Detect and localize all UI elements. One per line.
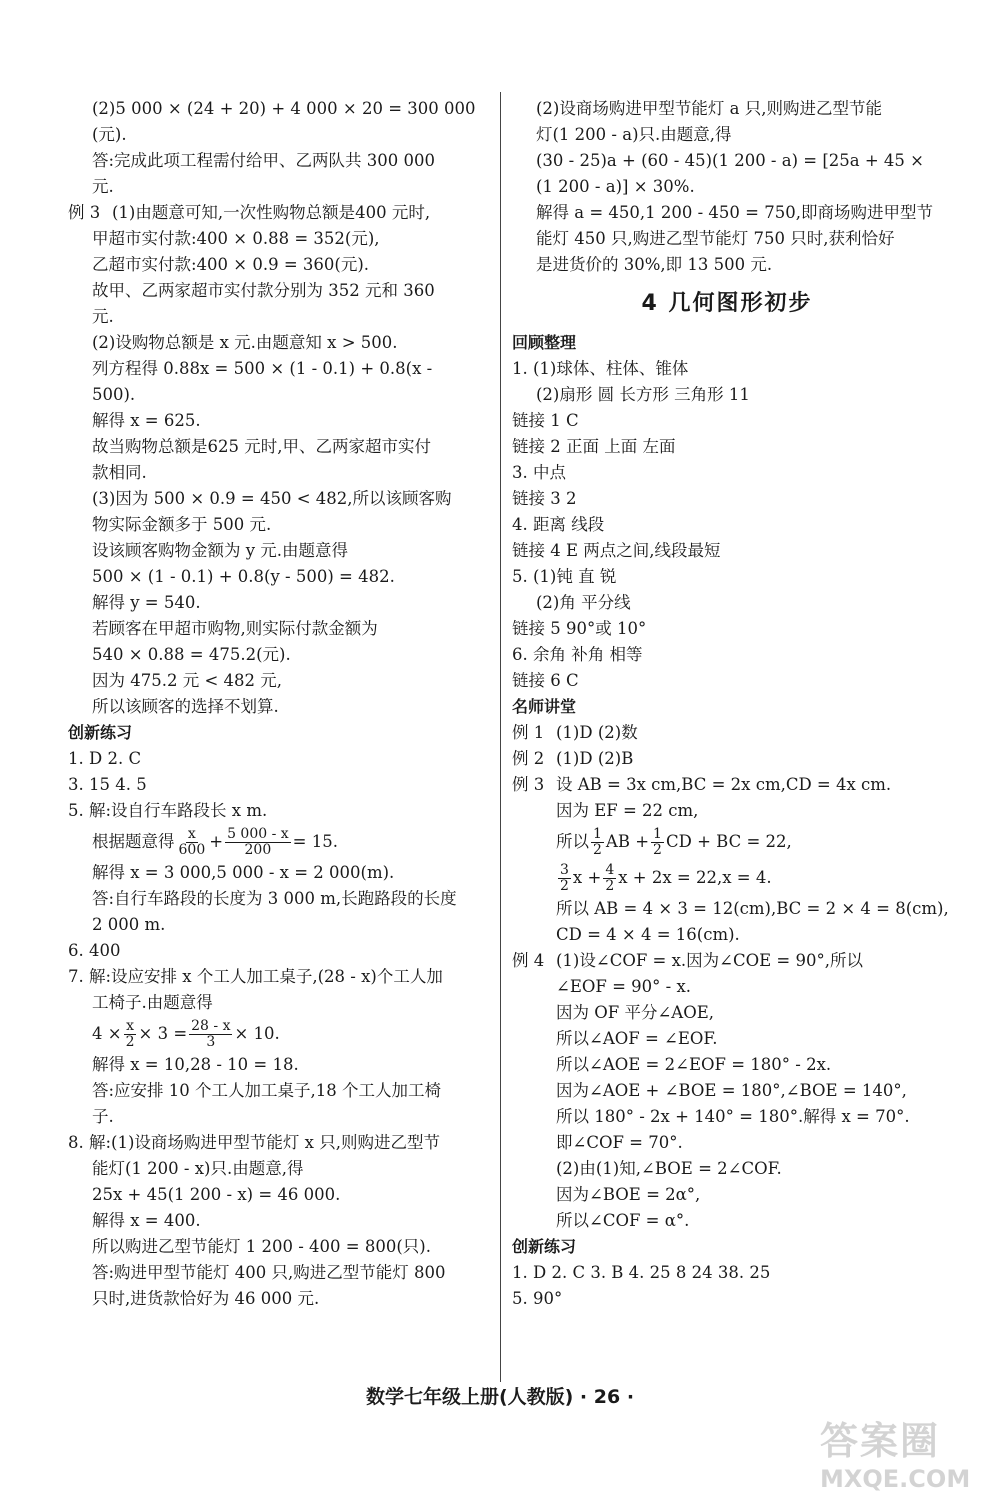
line-text: 2 000 m.	[92, 915, 166, 934]
line-text: 6. 余角 补角 相等	[512, 645, 643, 664]
text-line	[512, 616, 942, 642]
text-line	[512, 122, 942, 148]
text-line	[512, 252, 942, 278]
line-text: 所以∠AOF = ∠EOF.	[556, 1029, 718, 1048]
text-line	[68, 990, 488, 1016]
text-line	[68, 1104, 488, 1130]
text-line	[68, 824, 488, 860]
text-line	[512, 798, 942, 824]
text-line	[68, 668, 488, 694]
text-line	[512, 1182, 942, 1208]
line-text: 所以该顾客的选择不划算.	[92, 697, 279, 716]
line-text: 所以 AB = 4 × 3 = 12(cm),BC = 2 × 4 = 8(cm),	[556, 899, 949, 918]
line-text: 因为 OF 平分∠AOE,	[556, 1003, 715, 1022]
section-heading: 创新练习	[512, 1237, 577, 1256]
equation-text: × 10.	[234, 1024, 280, 1043]
text-line	[512, 460, 942, 486]
line-text: 设该顾客购物金额为 y 元.由题意得	[92, 541, 349, 560]
equation-text: CD + BC = 22,	[665, 832, 792, 851]
fraction-numerator: 3	[560, 861, 569, 878]
line-text: 乙超市实付款:400 × 0.9 = 360(元).	[92, 255, 370, 274]
column-divider	[500, 92, 501, 1382]
line-text: 3. 中点	[512, 463, 566, 482]
line-text: 解得 y = 540.	[92, 593, 201, 612]
line-text: 故当购物总额是625 元时,甲、乙两家超市实付	[92, 437, 431, 456]
line-text: ∠EOF = 90° - x.	[556, 977, 692, 996]
line-text: 能灯 450 只,购进乙型节能灯 750 只时,获利恰好	[536, 229, 895, 248]
line-text: 物实际金额多于 500 元.	[92, 515, 272, 534]
line-text: 1. D 2. C 3. B 4. 25 8 24 38. 25	[512, 1263, 771, 1282]
line-text: 根据题意得	[92, 832, 175, 851]
line-text: 答:应安排 10 个工人加工桌子,18 个工人加工椅	[92, 1081, 442, 1100]
text-line	[68, 938, 488, 964]
line-text: 链接 5 90°或 10°	[512, 619, 647, 638]
fraction	[189, 1019, 232, 1050]
line-text: 灯(1 200 - a)只.由题意,得	[536, 125, 732, 144]
text-line	[512, 1208, 942, 1234]
text-line	[68, 860, 488, 886]
fraction-numerator: 5 000 - x	[227, 825, 289, 842]
line-text: (3)因为 500 × 0.9 = 450 < 482,所以该顾客购	[92, 489, 452, 508]
text-line	[68, 1052, 488, 1078]
text-line	[512, 772, 942, 798]
section-heading: 名师讲堂	[512, 697, 577, 716]
text-line	[512, 590, 942, 616]
text-line	[512, 1052, 942, 1078]
text-line	[68, 1130, 488, 1156]
text-line	[68, 1182, 488, 1208]
line-text: (2)由(1)知,∠BOE = 2∠COF.	[556, 1159, 782, 1178]
text-line	[512, 896, 949, 922]
line-text: 解得 x = 10,28 - 10 = 18.	[92, 1055, 299, 1074]
text-line	[512, 382, 942, 408]
fraction	[651, 827, 664, 858]
text-line	[68, 512, 488, 538]
text-line	[512, 746, 942, 772]
text-line	[512, 148, 942, 174]
text-line	[68, 148, 488, 174]
line-text: 所以	[556, 832, 589, 851]
text-line	[512, 824, 942, 860]
left-column	[68, 96, 488, 1312]
text-line	[68, 886, 488, 912]
equation-text: x +	[572, 868, 602, 887]
right-column	[512, 96, 949, 1312]
line-text: 解得 x = 400.	[92, 1211, 201, 1230]
text-line	[68, 564, 488, 590]
line-text: 6. 400	[68, 941, 121, 960]
fraction-denominator: 2	[560, 877, 569, 894]
line-text: 设 AB = 3x cm,BC = 2x cm,CD = 4x cm.	[556, 775, 892, 794]
example-label: 例 4	[512, 951, 545, 970]
chapter-title: 4 几何图形初步	[641, 291, 813, 316]
line-text: 因为∠BOE = 2α°,	[556, 1185, 701, 1204]
watermark	[820, 1410, 1000, 1493]
fraction-numerator: 4	[605, 861, 615, 878]
line-text: (1)D (2)B	[556, 749, 634, 768]
text-line	[68, 382, 488, 408]
text-line	[512, 96, 942, 122]
fraction-denominator: 600	[178, 841, 206, 858]
text-line	[512, 538, 942, 564]
fraction	[603, 863, 616, 894]
text-line	[68, 330, 488, 356]
watermark-logo-text: 答案圈	[820, 1419, 941, 1463]
text-line	[68, 1016, 488, 1052]
line-text: 3. 15 4. 5	[68, 775, 147, 794]
line-text: 子.	[92, 1107, 114, 1126]
line-text: 因为 EF = 22 cm,	[556, 801, 699, 820]
text-line	[512, 1000, 942, 1026]
fraction-numerator: x	[187, 825, 196, 842]
line-text: 1. (1)球体、柱体、锥体	[512, 359, 689, 378]
text-line	[68, 304, 488, 330]
line-text: 是进货价的 30%,即 13 500 元.	[536, 255, 773, 274]
text-line	[68, 1156, 488, 1182]
text-line	[68, 746, 488, 772]
line-text: 因为 475.2 元 < 482 元,	[92, 671, 283, 690]
text-line	[68, 252, 488, 278]
line-text: 25x + 45(1 200 - x) = 46 000.	[92, 1185, 341, 1204]
line-text: (2)扇形 圆 长方形 三角形 11	[536, 385, 750, 404]
line-text: 链接 4 E 两点之间,线段最短	[512, 541, 721, 560]
text-line	[68, 590, 488, 616]
fraction-denominator: 2	[653, 841, 662, 858]
text-line	[512, 1156, 942, 1182]
line-text: (1 200 - a)] × 30%.	[536, 177, 695, 196]
line-text: 故甲、乙两家超市实付款分别为 352 元和 360	[92, 281, 435, 300]
line-text: 元.	[92, 177, 114, 196]
line-text: (1)由题意可知,一次性购物总额是400 元时,	[112, 203, 431, 222]
text-line	[512, 720, 942, 746]
text-line	[512, 922, 942, 948]
line-text: 工椅子.由题意得	[92, 993, 213, 1012]
fraction	[177, 827, 208, 858]
line-text: 7. 解:设应安排 x 个工人加工桌子,(28 - x)个工人加	[68, 967, 443, 986]
text-line	[68, 96, 488, 122]
line-text: 链接 1 C	[512, 411, 579, 430]
text-line	[68, 616, 488, 642]
text-line	[512, 226, 942, 252]
text-line	[68, 964, 488, 990]
text-line	[68, 226, 488, 252]
text-line	[68, 174, 488, 200]
section-heading: 创新练习	[68, 723, 133, 742]
text-line	[512, 408, 942, 434]
line-text: (1)设∠COF = x.因为∠COE = 90°,所以	[556, 951, 863, 970]
line-text: 8. 解:(1)设商场购进甲型节能灯 x 只,则购进乙型节	[68, 1133, 440, 1152]
text-line	[68, 122, 488, 148]
line-text: 540 × 0.88 = 475.2(元).	[92, 645, 291, 664]
line-text: 所以∠COF = α°.	[556, 1211, 690, 1230]
line-text: (2)5 000 × (24 + 20) + 4 000 × 20 = 300 000	[92, 99, 476, 118]
text-line	[512, 564, 942, 590]
text-line	[512, 642, 942, 668]
text-line	[512, 860, 942, 896]
fraction	[225, 827, 291, 858]
text-line	[68, 1078, 488, 1104]
fraction-denominator: 2	[593, 841, 602, 858]
line-text: 解得 a = 450,1 200 - 450 = 750,即商场购进甲型节	[536, 203, 933, 222]
text-line	[512, 200, 942, 226]
line-text: 答:自行车路段的长度为 3 000 m,长跑路段的长度	[92, 889, 457, 908]
text-line	[512, 512, 942, 538]
text-line	[68, 1260, 488, 1286]
fraction	[124, 1019, 137, 1050]
text-line	[512, 1260, 942, 1286]
line-text: 500).	[92, 385, 136, 404]
line-text: 4 ×	[92, 1024, 122, 1043]
text-line	[512, 1286, 942, 1312]
text-line	[512, 1078, 942, 1104]
fraction-numerator: 28 - x	[191, 1017, 231, 1034]
fraction	[558, 863, 571, 894]
section-heading: 回顾整理	[512, 333, 577, 352]
line-text: 即∠COF = 70°.	[556, 1133, 683, 1152]
equation-text: = 15.	[292, 832, 338, 851]
text-line	[512, 1130, 942, 1156]
text-line	[512, 434, 942, 460]
fraction-denominator: 200	[244, 841, 272, 858]
text-line	[512, 174, 942, 200]
text-line	[68, 486, 488, 512]
text-line	[68, 278, 488, 304]
example-label: 例 3	[512, 775, 545, 794]
line-text: 若顾客在甲超市购物,则实际付款金额为	[92, 619, 378, 638]
example-label: 例 2	[512, 749, 545, 768]
line-text: 甲超市实付款:400 × 0.88 = 352(元),	[92, 229, 380, 248]
example-label: 例 1	[512, 723, 545, 742]
equation-text: AB +	[605, 832, 650, 851]
fraction-denominator: 2	[125, 1033, 135, 1050]
text-line	[68, 912, 488, 938]
line-text: 所以购进乙型节能灯 1 200 - 400 = 800(只).	[92, 1237, 431, 1256]
line-text: 1. D 2. C	[68, 749, 142, 768]
line-text: (30 - 25)a + (60 - 45)(1 200 - a) = [25a + 45 ×	[536, 151, 924, 170]
fraction	[591, 827, 604, 858]
line-text: (2)设购物总额是 x 元.由题意知 x > 500.	[92, 333, 398, 352]
line-text: 元.	[92, 307, 114, 326]
fraction-denominator: 3	[206, 1033, 216, 1050]
fraction-denominator: 2	[605, 877, 615, 894]
text-line	[68, 1208, 488, 1234]
line-text: (元).	[92, 125, 127, 144]
page-footer: 数学七年级上册(人教版) · 26 ·	[365, 1386, 635, 1408]
text-line	[512, 1104, 942, 1130]
text-line	[68, 434, 488, 460]
line-text: 5. 解:设自行车路段长 x m.	[68, 801, 268, 820]
line-text: (2)角 平分线	[536, 593, 631, 612]
text-line	[68, 642, 488, 668]
text-line	[68, 408, 488, 434]
example-label: 例 3	[68, 203, 101, 222]
line-text: 解得 x = 3 000,5 000 - x = 2 000(m).	[92, 863, 395, 882]
line-text: 4. 距离 线段	[512, 515, 605, 534]
line-text: 链接 6 C	[512, 671, 579, 690]
text-line	[512, 1026, 942, 1052]
line-text: (1)D (2)数	[556, 723, 638, 742]
equation-text: × 3 =	[138, 1024, 188, 1043]
line-text: 能灯(1 200 - x)只.由题意,得	[92, 1159, 304, 1178]
fraction-numerator: x	[126, 1017, 134, 1034]
line-text: 链接 3 2	[512, 489, 577, 508]
watermark-url: MXQE.COM	[820, 1465, 971, 1493]
line-text: 所以 180° - 2x + 140° = 180°.解得 x = 70°.	[556, 1107, 910, 1126]
line-text: (2)设商场购进甲型节能灯 a 只,则购进乙型节能	[536, 99, 882, 118]
text-line	[68, 694, 488, 720]
text-line	[68, 538, 488, 564]
text-line	[512, 974, 942, 1000]
text-line	[512, 948, 942, 974]
text-line	[68, 1234, 488, 1260]
text-line	[68, 1286, 488, 1312]
line-text: CD = 4 × 4 = 16(cm).	[556, 925, 740, 944]
line-text: 5. (1)钝 直 锐	[512, 567, 617, 586]
line-text: 链接 2 正面 上面 左面	[512, 437, 676, 456]
line-text: 款相同.	[92, 463, 147, 482]
line-text: 5. 90°	[512, 1289, 563, 1308]
text-line	[68, 200, 488, 226]
fraction-numerator: 1	[593, 825, 602, 842]
line-text: 答:完成此项工程需付给甲、乙两队共 300 000	[92, 151, 436, 170]
line-text: 答:购进甲型节能灯 400 只,购进乙型节能灯 800	[92, 1263, 446, 1282]
text-line	[68, 798, 488, 824]
text-line	[68, 460, 488, 486]
line-text: 因为∠AOE + ∠BOE = 180°,∠BOE = 140°,	[556, 1081, 907, 1100]
text-line	[68, 356, 488, 382]
line-text: 解得 x = 625.	[92, 411, 201, 430]
line-text: 所以∠AOE = 2∠EOF = 180° - 2x.	[556, 1055, 832, 1074]
text-line	[68, 772, 488, 798]
text-line	[512, 668, 942, 694]
fraction-numerator: 1	[653, 825, 662, 842]
line-text: 只时,进货款恰好为 46 000 元.	[92, 1289, 320, 1308]
line-text: 500 × (1 - 0.1) + 0.8(y - 500) = 482.	[92, 567, 395, 586]
text-line	[512, 356, 942, 382]
equation-text: x + 2x = 22,x = 4.	[618, 868, 772, 887]
line-text: 列方程得 0.88x = 500 × (1 - 0.1) + 0.8(x -	[92, 359, 433, 378]
text-line	[512, 486, 942, 512]
equation-text: +	[209, 832, 224, 851]
